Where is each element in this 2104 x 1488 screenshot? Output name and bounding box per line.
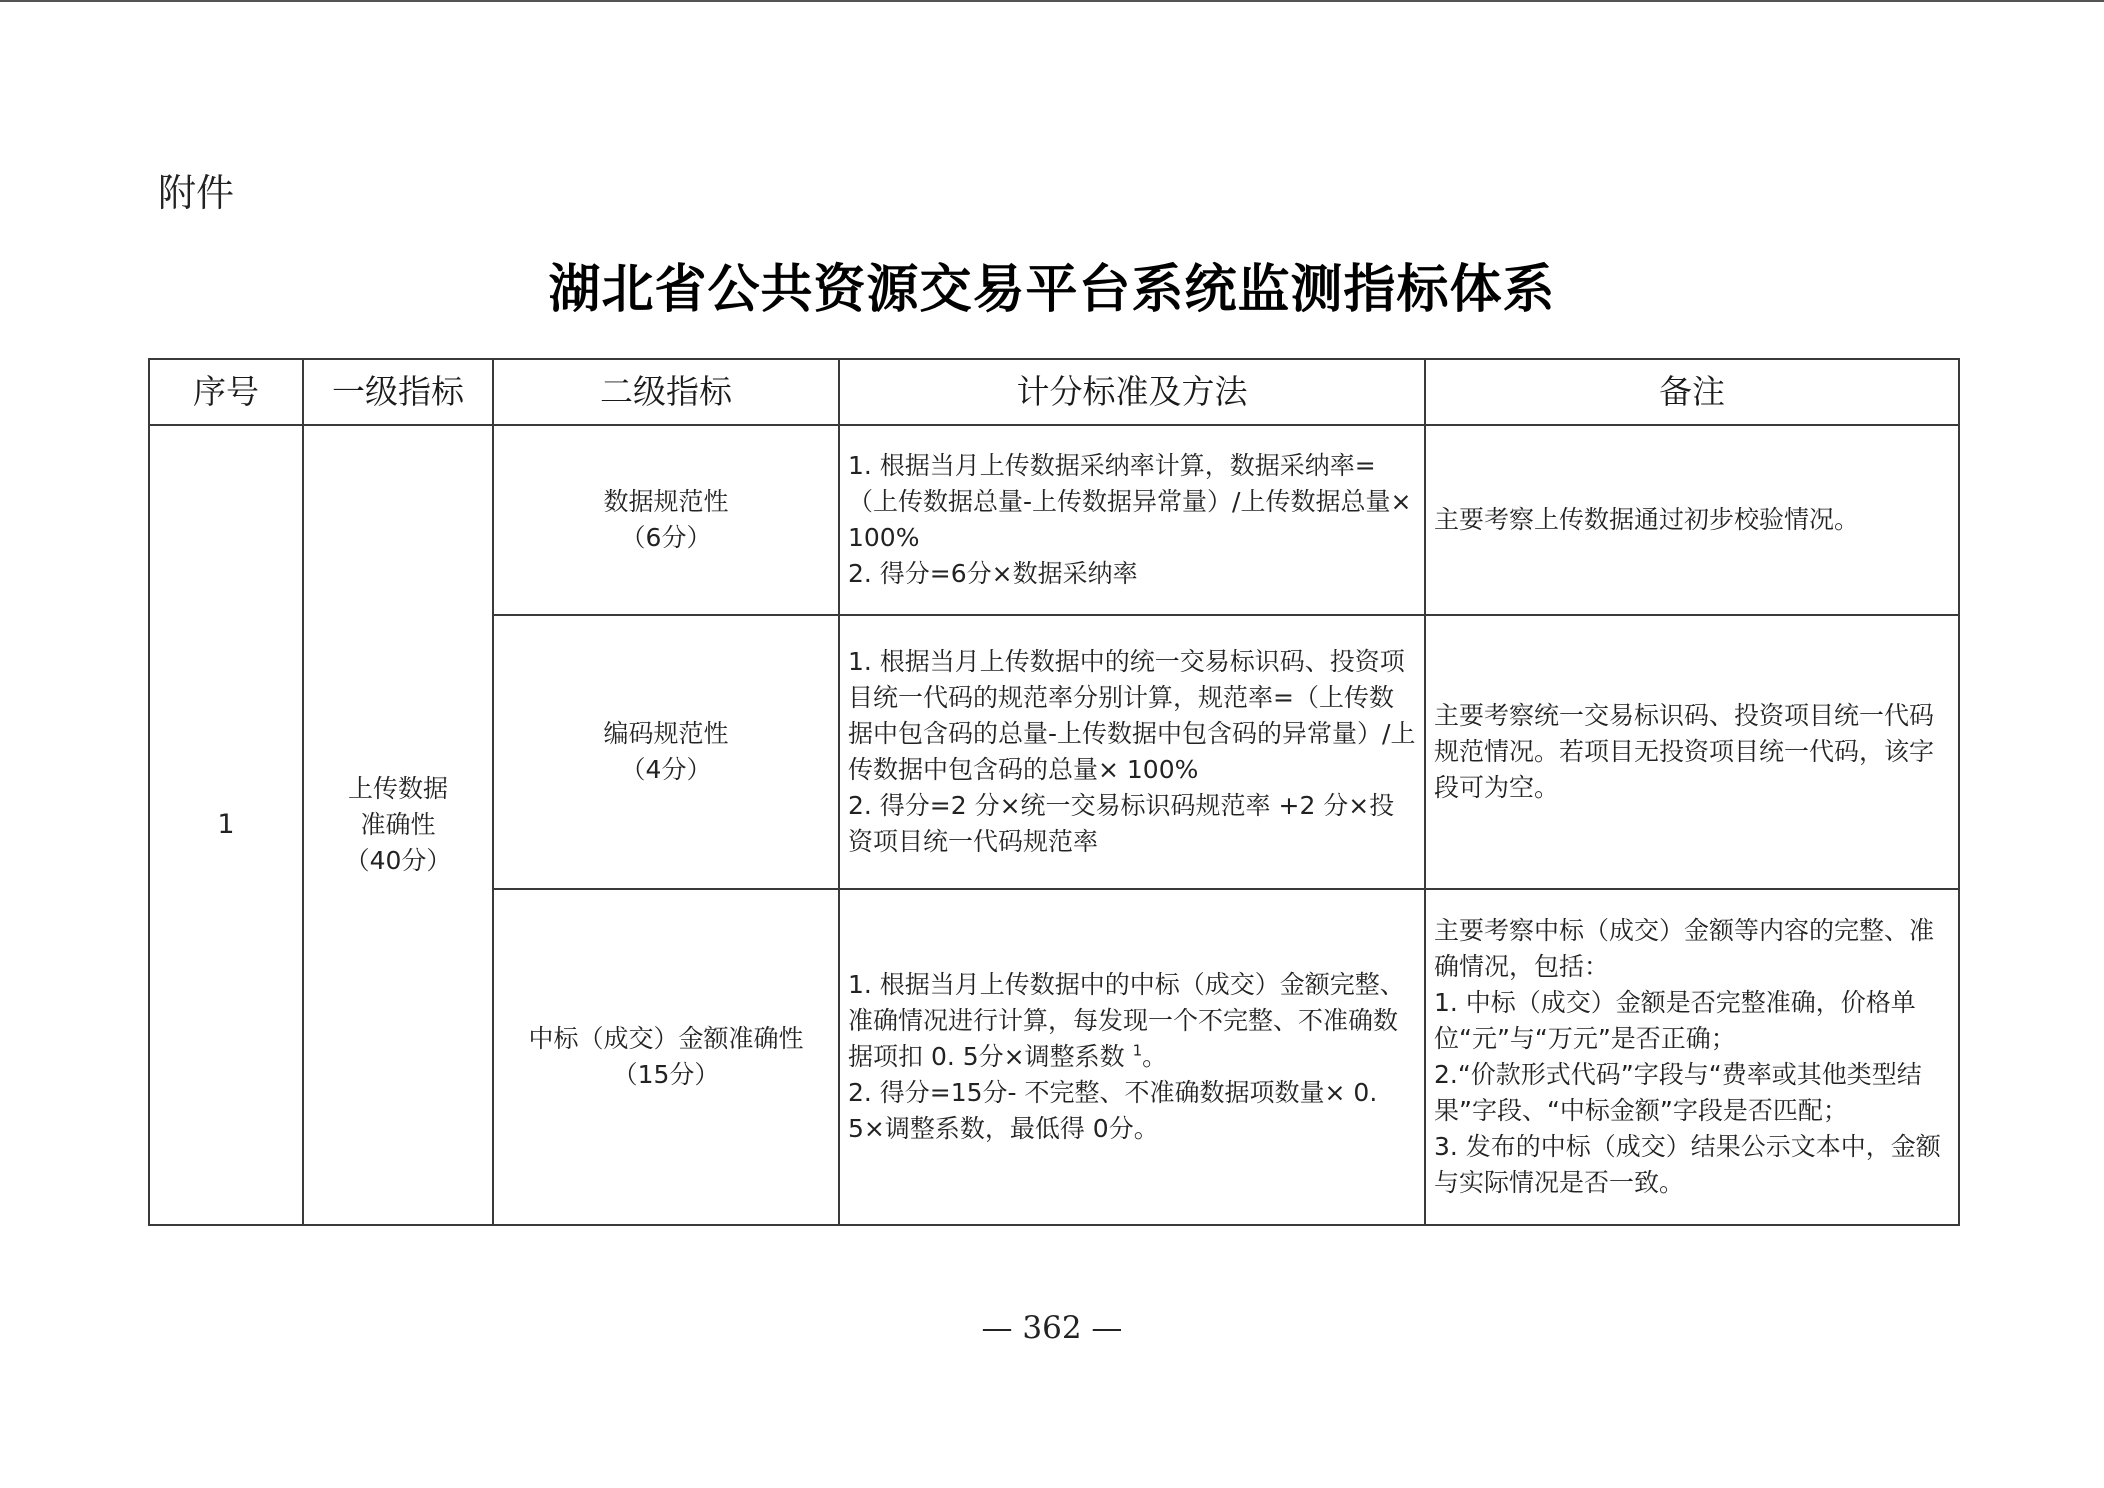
scoring-method-end: 。 2. 得分=15分- 不完整、不准确数据项数量× 0. 5×调整系数，最低得 0分。 [848,1042,1378,1143]
level2-indicator-cell [493,425,839,615]
scoring-method: 1. 根据当月上传数据中的统一交易标识码、投资项目统一代码的规范率分别计算，规范率=（上传数据中包含码的总量-上传数据中包含码的异常量）/上传数据中包含码的总量× 100% 2. 得分=2 分×统一交易标识码规范率 +2 分×投资项目统一代码规范率 [848,647,1416,856]
header-level2-indicator: 二级指标 [493,359,839,425]
header-scoring-method: 计分标准及方法 [839,359,1425,425]
top-border-line [0,0,2104,2]
note-cell [1425,615,1959,889]
scoring-method: 1. 根据当月上传数据采纳率计算，数据采纳率=（上传数据总量-上传数据异常量）/上传数据总量× 100% 2. 得分=6分×数据采纳率 [848,451,1412,588]
level1-indicator: 上传数据 准确性 （40分） [344,774,452,875]
note: 主要考察中标（成交）金额等内容的完整、准确情况，包括： 1. 中标（成交）金额是否完整准确，价格单位“元”与“万元”是否正确； 2.“价款形式代码”字段与“费率或其他类型结果”字段、“中标金额”字段是否匹配； 3. 发布的中标（成交）结果公示文本中，金额与实际情况是否一致。 [1434,916,1941,1197]
scoring-method-main: 1. 根据当月上传数据中的中标（成交）金额完整、准确情况进行计算，每发现一个不完整、不准确数据项扣 0. 5分×调整系数 [848,970,1405,1071]
level2-indicator: 数据规范性 （6分） [603,487,729,552]
note-cell [1425,889,1959,1225]
level2-indicator: 中标（成交）金额准确性 （15分） [528,1024,804,1089]
indicator-table [148,358,1960,1226]
scoring-method-cell [839,889,1425,1225]
attachment-label: 附件 [158,171,235,215]
page-title: 湖北省公共资源交易平台系统监测指标体系 [548,259,1556,320]
table-header-row [149,359,1959,425]
header-number: 序号 [149,359,303,425]
scoring-method [848,967,1418,1147]
page-number: — 362 — [981,1310,1123,1346]
scoring-method-cell [839,425,1425,615]
level1-indicator-cell [303,425,493,1225]
header-level1-indicator: 一级指标 [303,359,493,425]
header-notes: 备注 [1425,359,1959,425]
note-cell [1425,425,1959,615]
row-number-cell [149,425,303,1225]
note: 主要考察统一交易标识码、投资项目统一代码规范情况。若项目无投资项目统一代码，该字段可为空。 [1434,701,1935,802]
footnote-marker: 1 [1132,1041,1143,1060]
scoring-method-cell [839,615,1425,889]
level2-indicator-cell [493,889,839,1225]
table-row [149,425,1959,615]
level2-indicator: 编码规范性 （4分） [603,719,729,784]
note: 主要考察上传数据通过初步校验情况。 [1434,505,1860,534]
row-number: 1 [217,809,235,840]
level2-indicator-cell [493,615,839,889]
